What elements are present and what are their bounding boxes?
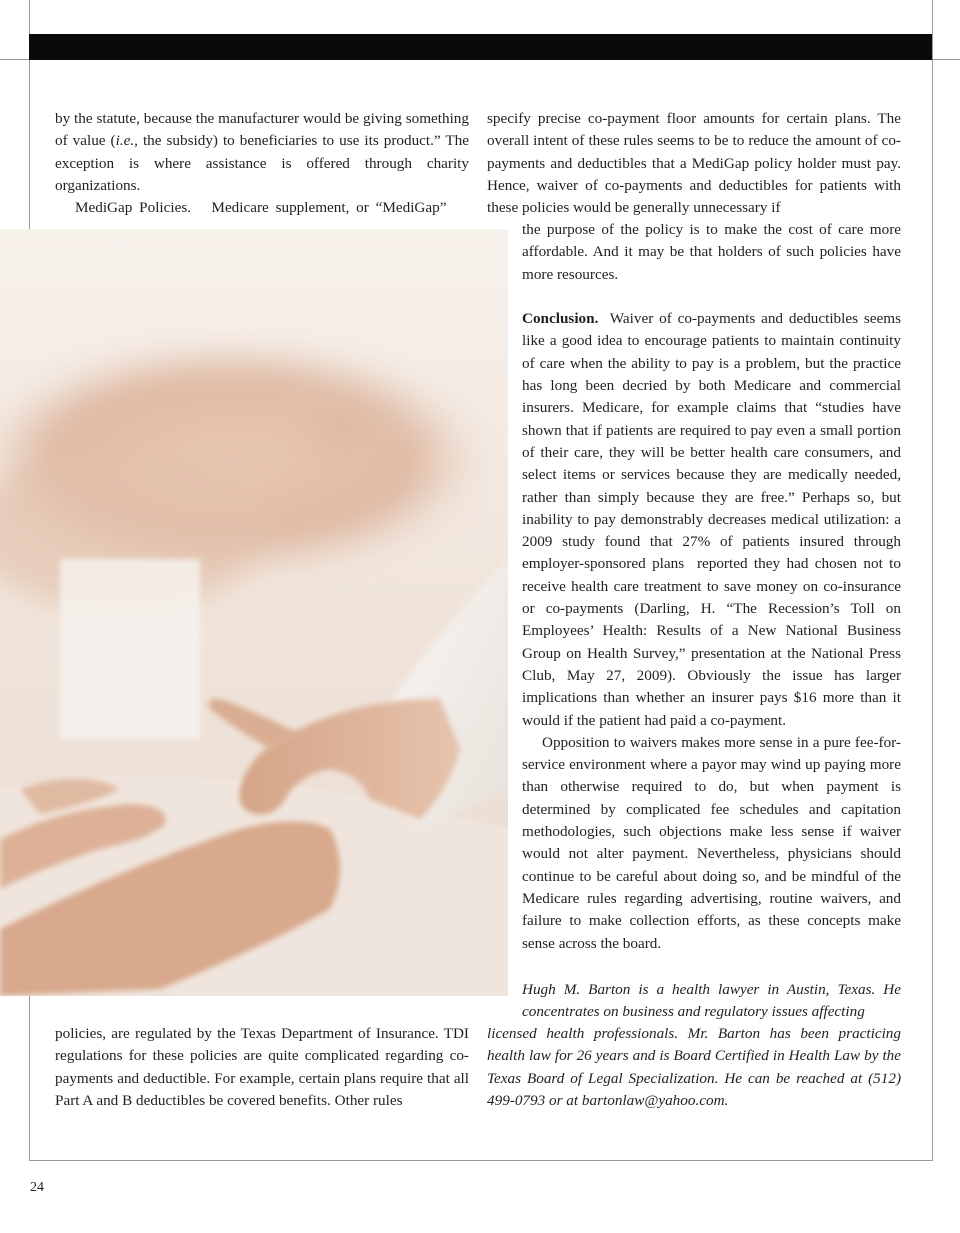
left-column-top [55,108,469,219]
paragraph-statute: by the statute, because the manufacturer would be giving something of value (i.e., the subsidy) to beneficiaries to use its product.” The exception is where assistance is offered through charity organizations. [55,110,469,194]
hands-pulse-photo [0,229,508,996]
paragraph-policy-purpose: the purpose of the policy is to make the cost of care more affordable. And it may be that holders of such policies have more resources. [522,221,901,283]
right-column-top [487,108,901,219]
paragraph-medigap-intro: MediGap Policies. Medicare supplement, or “MediGap” [75,199,447,217]
header-bar [29,34,932,60]
conclusion-heading: Conclusion. [522,310,599,328]
author-bio-bottom: licensed health professionals. Mr. Barton has been practicing health law for 26 years and is Board Certified in Health Law by the Texas Board of Legal Specialization. He can be reached at (512) 499-0793 or at bartonlaw@yahoo.com. [487,1025,901,1109]
conclusion-body: Waiver of co-payments and deductibles seems like a good idea to encourage patients to maintain continuity of care when the ability to pay is a problem, but the practice has long been decried by both Medicare and commercial insurers. Medicare, for example claims that “studies have shown that if patients are required to pay even a small portion of their care, they will be better health care consumers, and select items or services because they are medically needed, rather than simply because they are free.” Perhaps so, but inability to pay demonstrably decreases medical utilization: a 2009 study found that 27% of patients insured through employer-sponsored plans reported they had chosen not to receive health care treatment to save money on co-insurance or co-payments (Darling, H. “The Recession’s Toll on Employees’ Health: Results of a New National Business Group on Health Survey,” presentation at the National Press Club, May 27, 2009). Obviously the issue has larger implications than whether an insurer pays $16 more than it would if the patient had paid a co-payment. [522,310,905,729]
paragraph-conclusion [522,308,905,732]
frame-tick-left [0,59,30,60]
frame-right-line [932,0,933,1160]
author-bio-top: Hugh M. Barton is a health lawyer in Austin, Texas. He concentrates on business and regulatory issues affecting [522,981,901,1021]
frame-tick-right [932,59,960,60]
page-number: 24 [30,1180,44,1195]
frame-bottom-line [29,1160,933,1161]
paragraph-medigap-rules: specify precise co-payment floor amounts for certain plans. The overall intent of these rules seems to be to reduce the amount of co-payments and deductibles that a MediGap policy holder must pay. Hence, waiver of co-payments and deductibles for patients with these policies would be generally unnecessary if [487,110,901,217]
paragraph-tdi-regulation: policies, are regulated by the Texas Department of Insurance. TDI regulations for these policies are quite complicated regarding co-payments and deductible. For example, certain plans require that all Part A and B deductibles be covered benefits. Other rules [55,1025,469,1109]
paragraph-opposition: Opposition to waivers makes more sense in a pure fee-for-service environment where a payor may wind up paying more than otherwise required to do, but when payment is determined by complicated fee schedules and capitation methodologies, such objections make less sense if waiver would not alter payment. Nevertheless, physicians should continue to be careful about doing so, and be mindful of the Medicare rules regarding advertising, routine waivers, and failure to make collection efforts, as these concepts make sense across the board. [522,733,901,952]
right-column-main [522,219,905,955]
left-column-bottom [55,1023,469,1112]
